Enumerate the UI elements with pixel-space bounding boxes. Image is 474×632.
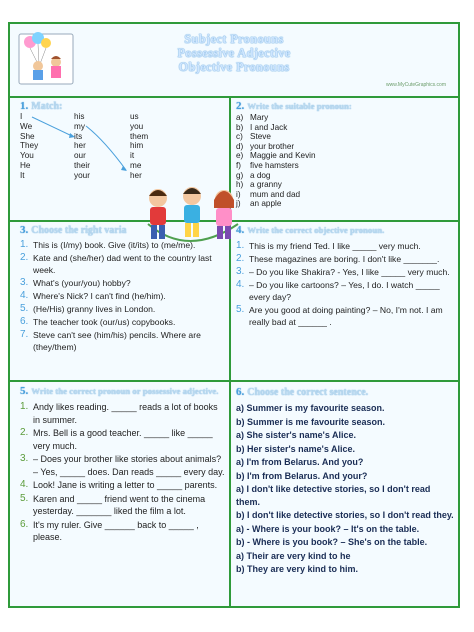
suitable-pronoun-item [236, 161, 454, 171]
item-text: b) I don't like detective stories, so I don't read they. [236, 510, 454, 520]
match-word: We [20, 121, 33, 131]
suitable-pronoun-item [236, 123, 454, 133]
match-word: his [74, 112, 85, 121]
item-number: 1. [20, 401, 29, 412]
item-letter: j) [236, 199, 241, 209]
item-text: What's (your/you) hobby? [33, 278, 131, 288]
list-item [236, 304, 454, 328]
item-letter: i) [236, 189, 241, 199]
match-word: us [130, 112, 139, 121]
item-text: Kate and (she/her) dad went to the country last week. [33, 253, 212, 275]
item-letter: a) [236, 113, 244, 122]
suitable-pronoun-item [236, 151, 454, 161]
match-word: her [130, 170, 142, 180]
item-number: 5. [236, 304, 245, 315]
list-item [20, 329, 226, 353]
item-number: 5. [20, 303, 29, 314]
match-word: its [74, 131, 83, 141]
suitable-pronoun-item [236, 190, 454, 200]
list-item [20, 479, 226, 492]
header-title-objective-pronouns: Objective Pronouns [178, 60, 290, 74]
list-item [20, 290, 226, 302]
item-number: 4. [236, 279, 245, 290]
match-word: You [20, 151, 34, 161]
list-item [236, 443, 454, 456]
divider-vertical [229, 96, 231, 606]
list-item [236, 279, 454, 303]
item-text: Maggie and Kevin [250, 151, 316, 161]
right-variant-list [20, 239, 226, 353]
item-text: a) I'm from Belarus. And you? [236, 457, 364, 467]
list-item [20, 401, 226, 426]
item-text: Steve can't see (him/his) pencils. Where are (they/them) [33, 330, 201, 352]
list-item [20, 303, 226, 315]
section-suitable-pronoun-heading: 2. Write the suitable pronoun: [236, 100, 352, 112]
match-word: her [74, 141, 86, 151]
item-letter: g) [236, 170, 244, 180]
item-text: These magazines are boring. I don't like _______. [249, 254, 440, 264]
item-text: your brother [250, 141, 295, 151]
list-item [236, 536, 454, 549]
item-text: It's my ruler. Give ______ back to _____ , please. [33, 519, 199, 542]
match-word: him [130, 141, 144, 151]
item-letter: c) [236, 132, 243, 142]
item-number: 1. [236, 240, 245, 251]
section-right-variant-heading: 3. Choose the right varia [20, 224, 127, 236]
item-text: a) I don't like detective stories, so I don't read them. [236, 484, 431, 507]
credit-text: www.MyCuteGraphics.com [385, 82, 446, 88]
divider-middle-2 [10, 380, 458, 382]
item-text: Andy likes reading. _____ reads a lot of books in summer. [33, 402, 218, 425]
list-item [236, 523, 454, 536]
item-text: a) Their are very kind to he [236, 550, 351, 561]
item-letter: e) [236, 151, 244, 161]
suitable-pronoun-item [236, 113, 454, 123]
item-text: mum and dad [250, 189, 301, 199]
correct-sentence-list [236, 402, 454, 576]
item-text: Mary [250, 113, 269, 122]
section-objective-pronoun-heading: 4. Write the correct objective pronoun. [236, 224, 385, 236]
match-word: He [20, 160, 31, 170]
worksheet-header [10, 24, 458, 96]
item-text: an apple [250, 199, 282, 209]
list-item [236, 402, 454, 415]
section-suitable-pronoun [236, 100, 454, 218]
list-item [20, 277, 226, 289]
item-text: – Do you like Shakira? - Yes, I like _____ very much. [249, 267, 450, 277]
item-text: a) - Where is your book? – It's on the table. [236, 523, 420, 534]
kids-jumping-rope-clipart [138, 184, 248, 252]
item-number: 1. [20, 239, 29, 250]
item-text: The teacher took (our/us) copybooks. [33, 317, 176, 327]
item-text: a) Summer is my favourite season. [236, 403, 385, 413]
match-word: me [130, 160, 142, 170]
item-number: 4. [20, 479, 29, 490]
list-item [236, 429, 454, 442]
section-objective-pronoun [236, 224, 454, 378]
item-text: Mrs. Bell is a good teacher. _____ like _____ very much. [33, 428, 213, 451]
item-letter: d) [236, 141, 244, 151]
item-text: Look! Jane is writing a letter to _____ parents. [33, 480, 218, 490]
list-item [236, 509, 454, 522]
item-text: I and Jack [250, 122, 288, 132]
section-correct-sentence [236, 386, 454, 606]
list-item [20, 493, 226, 518]
item-number: 6. [20, 518, 29, 530]
item-number: 2. [20, 252, 29, 263]
item-number: 4. [20, 290, 29, 301]
match-word: I [20, 112, 23, 121]
item-letter: b) [236, 122, 244, 132]
item-text: Where's Nick? I can't find (he/him). [33, 291, 166, 301]
item-text: – Do you like cartoons? – Yes, I do. I watch _____ every day? [249, 280, 440, 302]
list-item [236, 253, 454, 265]
item-number: 7. [20, 329, 29, 340]
list-item [20, 252, 226, 276]
list-item [236, 483, 454, 508]
objective-pronoun-list [236, 240, 454, 328]
list-item [236, 470, 454, 483]
header-title-subject-pronouns: Subject Pronouns [184, 32, 284, 46]
item-text: This is (I/my) book. Give (it/its) to (me/me). [33, 240, 196, 250]
pronoun-or-possessive-list [20, 401, 226, 544]
worksheet-page [8, 22, 460, 608]
item-text: b) Her sister's name's Alice. [236, 443, 355, 454]
item-text: This is my friend Ted. I like _____ very much. [249, 241, 421, 251]
list-item [236, 266, 454, 278]
match-word: She [20, 131, 35, 141]
match-word: you [130, 121, 144, 131]
list-item [236, 563, 454, 576]
item-text: (He/His) granny lives in London. [33, 304, 156, 314]
item-text: Karen and _____ friend went to the cinema yesterday. _______ liked the film a lot. [33, 493, 206, 516]
match-word: They [20, 141, 39, 151]
section-pronoun-or-possessive-heading: 5. Write the correct pronoun or possessive adjective. [20, 385, 219, 397]
item-number: 5. [20, 492, 29, 504]
item-text: Are you good at doing painting? – No, I'm not. I am really bad at ______ . [249, 305, 443, 327]
list-item [20, 453, 226, 478]
item-text: Steve [250, 132, 271, 142]
list-item [20, 519, 226, 544]
item-text: b) - Where is you book? – She's on the table. [236, 537, 428, 547]
list-item [236, 550, 454, 563]
suitable-pronoun-item [236, 171, 454, 181]
item-text: a granny [250, 180, 282, 190]
match-example-arrows [20, 112, 170, 192]
item-number: 2. [20, 427, 29, 438]
suitable-pronoun-item [236, 180, 454, 190]
item-number: 3. [20, 277, 29, 288]
match-word: them [130, 131, 149, 141]
item-text: – Does your brother like stories about animals? – Yes, _____ does. Dan reads _____ every day. [33, 454, 225, 477]
divider-top [10, 96, 458, 98]
item-letter: h) [236, 180, 244, 190]
suitable-pronoun-list [236, 113, 454, 209]
section-pronoun-or-possessive [20, 386, 226, 606]
item-text: b) They are very kind to him. [236, 564, 359, 574]
item-text: five hamsters [250, 160, 299, 170]
section-correct-sentence-heading: 6. Choose the correct sentence. [236, 386, 369, 398]
match-word: your [74, 170, 90, 180]
list-item [236, 240, 454, 252]
item-number: 2. [236, 253, 245, 264]
list-item [236, 416, 454, 429]
header-title-possessive-adjective: Possessive Adjective [177, 46, 291, 60]
match-word: it [130, 151, 135, 161]
match-word: their [74, 160, 90, 170]
item-text: a) She sister's name's Alice. [236, 430, 357, 440]
item-number: 6. [20, 316, 29, 327]
list-item [20, 427, 226, 452]
match-word: our [74, 151, 86, 161]
item-number: 3. [236, 266, 245, 277]
match-word: It [20, 170, 25, 180]
match-word: my [74, 121, 85, 131]
list-item [236, 456, 454, 469]
suitable-pronoun-item [236, 132, 454, 142]
item-letter: f) [236, 160, 242, 170]
item-text: a dog [250, 170, 271, 180]
suitable-pronoun-item [236, 142, 454, 152]
suitable-pronoun-item [236, 199, 454, 209]
item-text: b) Summer is me favourite season. [236, 416, 386, 427]
section-match-heading: 1. Match: [20, 100, 63, 112]
list-item [20, 316, 226, 328]
item-number: 3. [20, 453, 29, 464]
item-text: b) I'm from Belarus. And your? [236, 470, 368, 481]
